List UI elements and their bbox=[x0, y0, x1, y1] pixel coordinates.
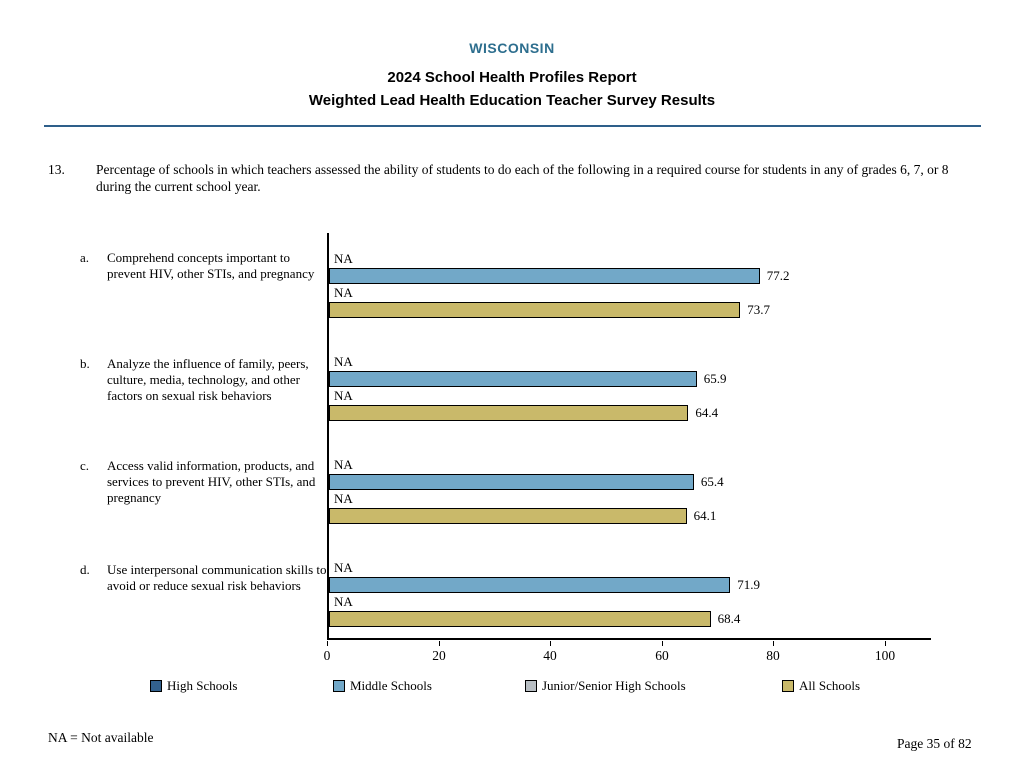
bar-row bbox=[329, 370, 931, 387]
na-row bbox=[329, 353, 931, 370]
bar-chart bbox=[327, 233, 931, 640]
legend-swatch-icon bbox=[150, 680, 162, 692]
x-tick-label: 100 bbox=[874, 648, 896, 663]
tick-mark bbox=[439, 641, 440, 646]
na-label: NA bbox=[334, 250, 353, 266]
legend-label: High Schools bbox=[167, 678, 238, 693]
legend-label: All Schools bbox=[799, 678, 861, 693]
na-label: NA bbox=[334, 490, 353, 506]
page-number: Page 35 of 82 bbox=[897, 736, 972, 751]
na-label: NA bbox=[334, 387, 353, 403]
category-label-d bbox=[80, 562, 329, 594]
category-text: Use interpersonal communication skills to avoid or reduce sexual risk behaviors bbox=[107, 562, 327, 593]
category-label-c bbox=[80, 458, 329, 506]
na-footnote: NA = Not available bbox=[48, 730, 154, 745]
bar-value-label: 65.9 bbox=[703, 370, 727, 386]
report-subtitle: Weighted Lead Health Education Teacher Survey Results bbox=[308, 92, 716, 109]
legend-label: Middle Schools bbox=[350, 678, 432, 693]
question-text: Percentage of schools in which teachers assessed the ability of students to do each of the following in a required course for students in any of grades 6, 7, or 8 during the current school year. bbox=[96, 162, 949, 194]
bar-middle-schools bbox=[329, 577, 730, 593]
bar-value-label: 77.2 bbox=[766, 267, 790, 283]
bar-group-b bbox=[329, 353, 931, 421]
x-tick-label: 40 bbox=[543, 648, 557, 663]
na-label: NA bbox=[334, 353, 353, 369]
na-label: NA bbox=[334, 559, 353, 575]
x-tick-label: 0 bbox=[323, 648, 331, 663]
state-name: WISCONSIN bbox=[469, 40, 555, 56]
x-tick-label: 60 bbox=[655, 648, 669, 663]
bar-group-c bbox=[329, 456, 931, 524]
legend-swatch-icon bbox=[782, 680, 794, 692]
bar-all-schools bbox=[329, 611, 711, 627]
legend-item-high-schools bbox=[150, 678, 237, 694]
bar-value-label: 71.9 bbox=[737, 576, 760, 592]
report-header bbox=[0, 40, 1024, 109]
category-letter: b. bbox=[80, 356, 90, 371]
na-label: NA bbox=[334, 456, 353, 472]
category-label-b bbox=[80, 356, 329, 404]
na-label: NA bbox=[334, 593, 353, 609]
na-row bbox=[329, 284, 931, 301]
bar-middle-schools bbox=[329, 371, 697, 387]
bar-middle-schools bbox=[329, 268, 760, 284]
tick-mark bbox=[327, 641, 328, 646]
x-tick-label: 20 bbox=[432, 648, 446, 663]
bar-row bbox=[329, 301, 931, 318]
tick-mark bbox=[773, 641, 774, 646]
bar-all-schools bbox=[329, 302, 740, 318]
header-divider bbox=[44, 125, 981, 127]
bar-row bbox=[329, 610, 931, 627]
bar-value-label: 65.4 bbox=[700, 473, 724, 489]
x-axis bbox=[323, 641, 931, 669]
na-label: NA bbox=[334, 284, 353, 300]
category-text: Comprehend concepts important to prevent HIV, other STIs, and pregnancy bbox=[107, 250, 315, 281]
question-number: 13. bbox=[48, 162, 65, 177]
bar-row bbox=[329, 404, 931, 421]
bar-row bbox=[329, 507, 931, 524]
bar-value-label: 64.1 bbox=[693, 507, 717, 523]
legend-item-all-schools bbox=[782, 678, 860, 694]
category-text: Access valid information, products, and services to prevent HIV, other STIs, and pregnancy bbox=[107, 458, 316, 505]
na-row bbox=[329, 490, 931, 507]
legend-swatch-icon bbox=[525, 680, 537, 692]
tick-mark bbox=[885, 641, 886, 646]
bar-row bbox=[329, 473, 931, 490]
na-row bbox=[329, 559, 931, 576]
na-row bbox=[329, 456, 931, 473]
bar-row bbox=[329, 576, 931, 593]
category-letter: c. bbox=[80, 458, 90, 473]
na-row bbox=[329, 250, 931, 267]
tick-mark bbox=[662, 641, 663, 646]
bar-row bbox=[329, 267, 931, 284]
bar-all-schools bbox=[329, 405, 688, 421]
na-row bbox=[329, 387, 931, 404]
bar-all-schools bbox=[329, 508, 687, 524]
x-tick-label: 80 bbox=[766, 648, 780, 663]
category-letter: d. bbox=[80, 562, 90, 577]
bar-value-label: 64.4 bbox=[695, 404, 719, 420]
chart-legend bbox=[0, 678, 1024, 694]
category-text: Analyze the influence of family, peers, culture, media, technology, and other factors on sexual risk behaviors bbox=[107, 356, 309, 403]
tick-mark bbox=[550, 641, 551, 646]
bar-value-label: 73.7 bbox=[747, 301, 770, 317]
legend-label: Junior/Senior High Schools bbox=[542, 678, 686, 693]
category-letter: a. bbox=[80, 250, 90, 265]
legend-item-middle-schools bbox=[333, 678, 432, 694]
legend-item-junior-senior-high-schools bbox=[525, 678, 686, 694]
category-label-a bbox=[80, 250, 329, 282]
na-row bbox=[329, 593, 931, 610]
bar-value-label: 68.4 bbox=[717, 610, 741, 626]
question-block bbox=[48, 161, 963, 195]
report-title: 2024 School Health Profiles Report bbox=[387, 69, 637, 86]
bar-group-d bbox=[329, 559, 931, 627]
bar-group-a bbox=[329, 250, 931, 318]
bar-middle-schools bbox=[329, 474, 694, 490]
legend-swatch-icon bbox=[333, 680, 345, 692]
